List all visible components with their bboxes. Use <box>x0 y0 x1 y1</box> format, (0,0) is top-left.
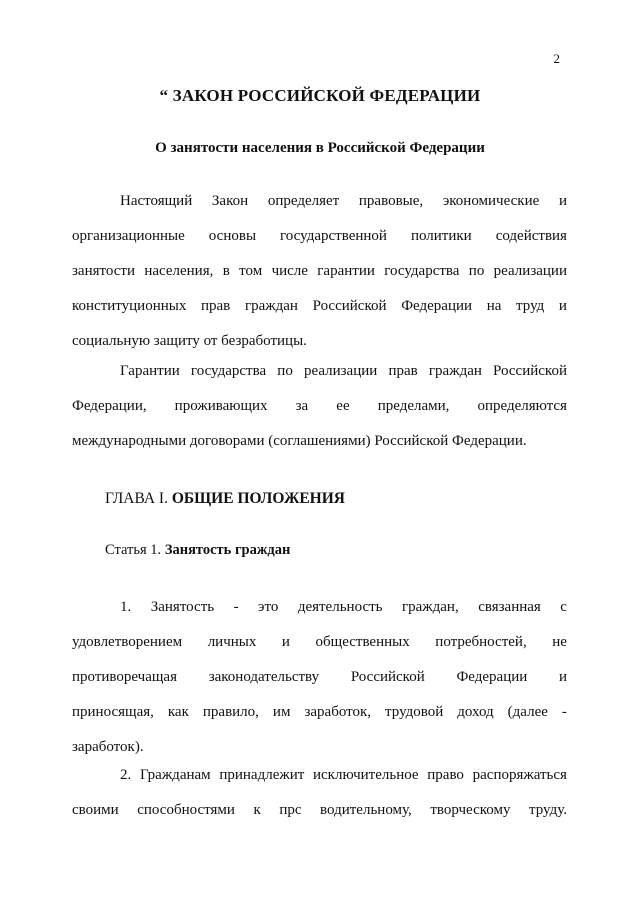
word: связанная <box>478 599 541 615</box>
text-line <box>72 695 567 730</box>
word: реализации <box>303 363 378 379</box>
chapter-heading <box>105 490 345 508</box>
word: за <box>295 398 309 414</box>
text-line <box>72 354 567 389</box>
word: пределами, <box>377 398 450 414</box>
text-line <box>72 793 567 828</box>
word: проживающих <box>174 398 268 414</box>
text-line <box>72 660 567 695</box>
word: Федерации <box>456 669 528 685</box>
preamble-paragraph-2 <box>72 354 567 459</box>
text-line <box>72 389 567 424</box>
word: распоряжаться <box>472 767 567 783</box>
word: Федерации, <box>72 398 147 414</box>
word: личных <box>207 634 257 650</box>
law-subtitle: О занятости населения в Российской Федерации <box>155 140 485 156</box>
word: Занятость <box>150 599 215 615</box>
text-line <box>72 590 567 625</box>
word: исключительное <box>313 767 419 783</box>
word: - <box>561 704 567 720</box>
word: Гражданам <box>139 767 211 783</box>
page-number: 2 <box>553 51 560 66</box>
word: том <box>239 263 263 279</box>
text-line <box>72 184 567 219</box>
word: в <box>222 263 230 279</box>
chapter-title: ОБЩИЕ ПОЛОЖЕНИЯ <box>171 490 345 507</box>
word: 2. <box>120 767 132 783</box>
word: Федерации <box>401 298 473 314</box>
word: на <box>486 298 502 314</box>
word: творческому <box>430 802 511 818</box>
word: политики <box>410 228 472 244</box>
word: общественных <box>315 634 410 650</box>
word: и <box>558 669 567 685</box>
word: право <box>427 767 464 783</box>
word: реализации <box>493 263 567 279</box>
word: прав <box>201 298 231 314</box>
word: к <box>253 802 261 818</box>
preamble-paragraph-1 <box>72 184 567 359</box>
word: организационные <box>72 228 185 244</box>
article-prefix: Статья 1. <box>105 542 165 558</box>
word: - <box>233 599 239 615</box>
article-title: Занятость граждан <box>164 542 291 558</box>
word: граждан <box>428 363 482 379</box>
word: и <box>281 634 290 650</box>
word: числе <box>271 263 308 279</box>
article-item-1 <box>72 590 567 765</box>
word: государственной <box>280 228 387 244</box>
word: занятости <box>72 263 135 279</box>
word: как <box>167 704 189 720</box>
word: экономические <box>442 193 540 209</box>
word: правило, <box>202 704 259 720</box>
word: способностями <box>137 802 235 818</box>
word: государства <box>190 363 267 379</box>
word: определяются <box>477 398 567 414</box>
word: по <box>468 263 485 279</box>
text-line <box>72 254 567 289</box>
word: деятельность <box>297 599 383 615</box>
text-line: международными договорами (соглашениями) Российской Федерации. <box>72 433 527 449</box>
word: по <box>277 363 293 379</box>
text-line: социальную защиту от безработицы. <box>72 333 307 349</box>
word: удовлетворением <box>72 634 183 650</box>
text-line <box>72 219 567 254</box>
word: и <box>558 193 567 209</box>
word: правовые, <box>358 193 424 209</box>
word: Российской <box>312 298 387 314</box>
article-heading <box>105 542 290 559</box>
word: с <box>560 599 567 615</box>
word: водительному, <box>320 802 412 818</box>
word: конституционных <box>72 298 187 314</box>
word: ее <box>336 398 350 414</box>
word: не <box>552 634 567 650</box>
word: Настоящий <box>120 193 193 209</box>
word: гарантии <box>317 263 375 279</box>
word: граждан, <box>401 599 459 615</box>
word: прав <box>388 363 418 379</box>
text-line <box>72 625 567 660</box>
article-item-2 <box>72 758 567 828</box>
word: и <box>558 298 567 314</box>
word: труд <box>516 298 545 314</box>
word: населения, <box>144 263 214 279</box>
word: это <box>258 599 279 615</box>
word: содействия <box>495 228 567 244</box>
word: законодательству <box>208 669 320 685</box>
word: Гарантии <box>120 363 180 379</box>
word: 1. <box>120 599 132 615</box>
text-line <box>72 758 567 793</box>
word: потребностей, <box>435 634 527 650</box>
chapter-prefix: ГЛАВА I. <box>105 490 172 507</box>
word: прс <box>279 802 302 818</box>
word: трудовой <box>385 704 444 720</box>
word: основы <box>208 228 257 244</box>
text-line: заработок). <box>72 739 144 755</box>
word: определяет <box>267 193 340 209</box>
word: им <box>272 704 291 720</box>
word: своими <box>72 802 119 818</box>
word: приносящая, <box>72 704 154 720</box>
word: (далее <box>507 704 548 720</box>
word: Российской <box>493 363 567 379</box>
word: граждан <box>244 298 298 314</box>
word: Закон <box>211 193 249 209</box>
word: доход <box>457 704 494 720</box>
law-title: “ ЗАКОН РОССИЙСКОЙ ФЕДЕРАЦИИ <box>159 86 481 105</box>
word: принадлежит <box>219 767 305 783</box>
word: труду. <box>529 802 567 818</box>
word: государства <box>384 263 460 279</box>
text-line <box>72 289 567 324</box>
word: заработок, <box>304 704 372 720</box>
word: противоречащая <box>72 669 177 685</box>
word: Российской <box>350 669 425 685</box>
